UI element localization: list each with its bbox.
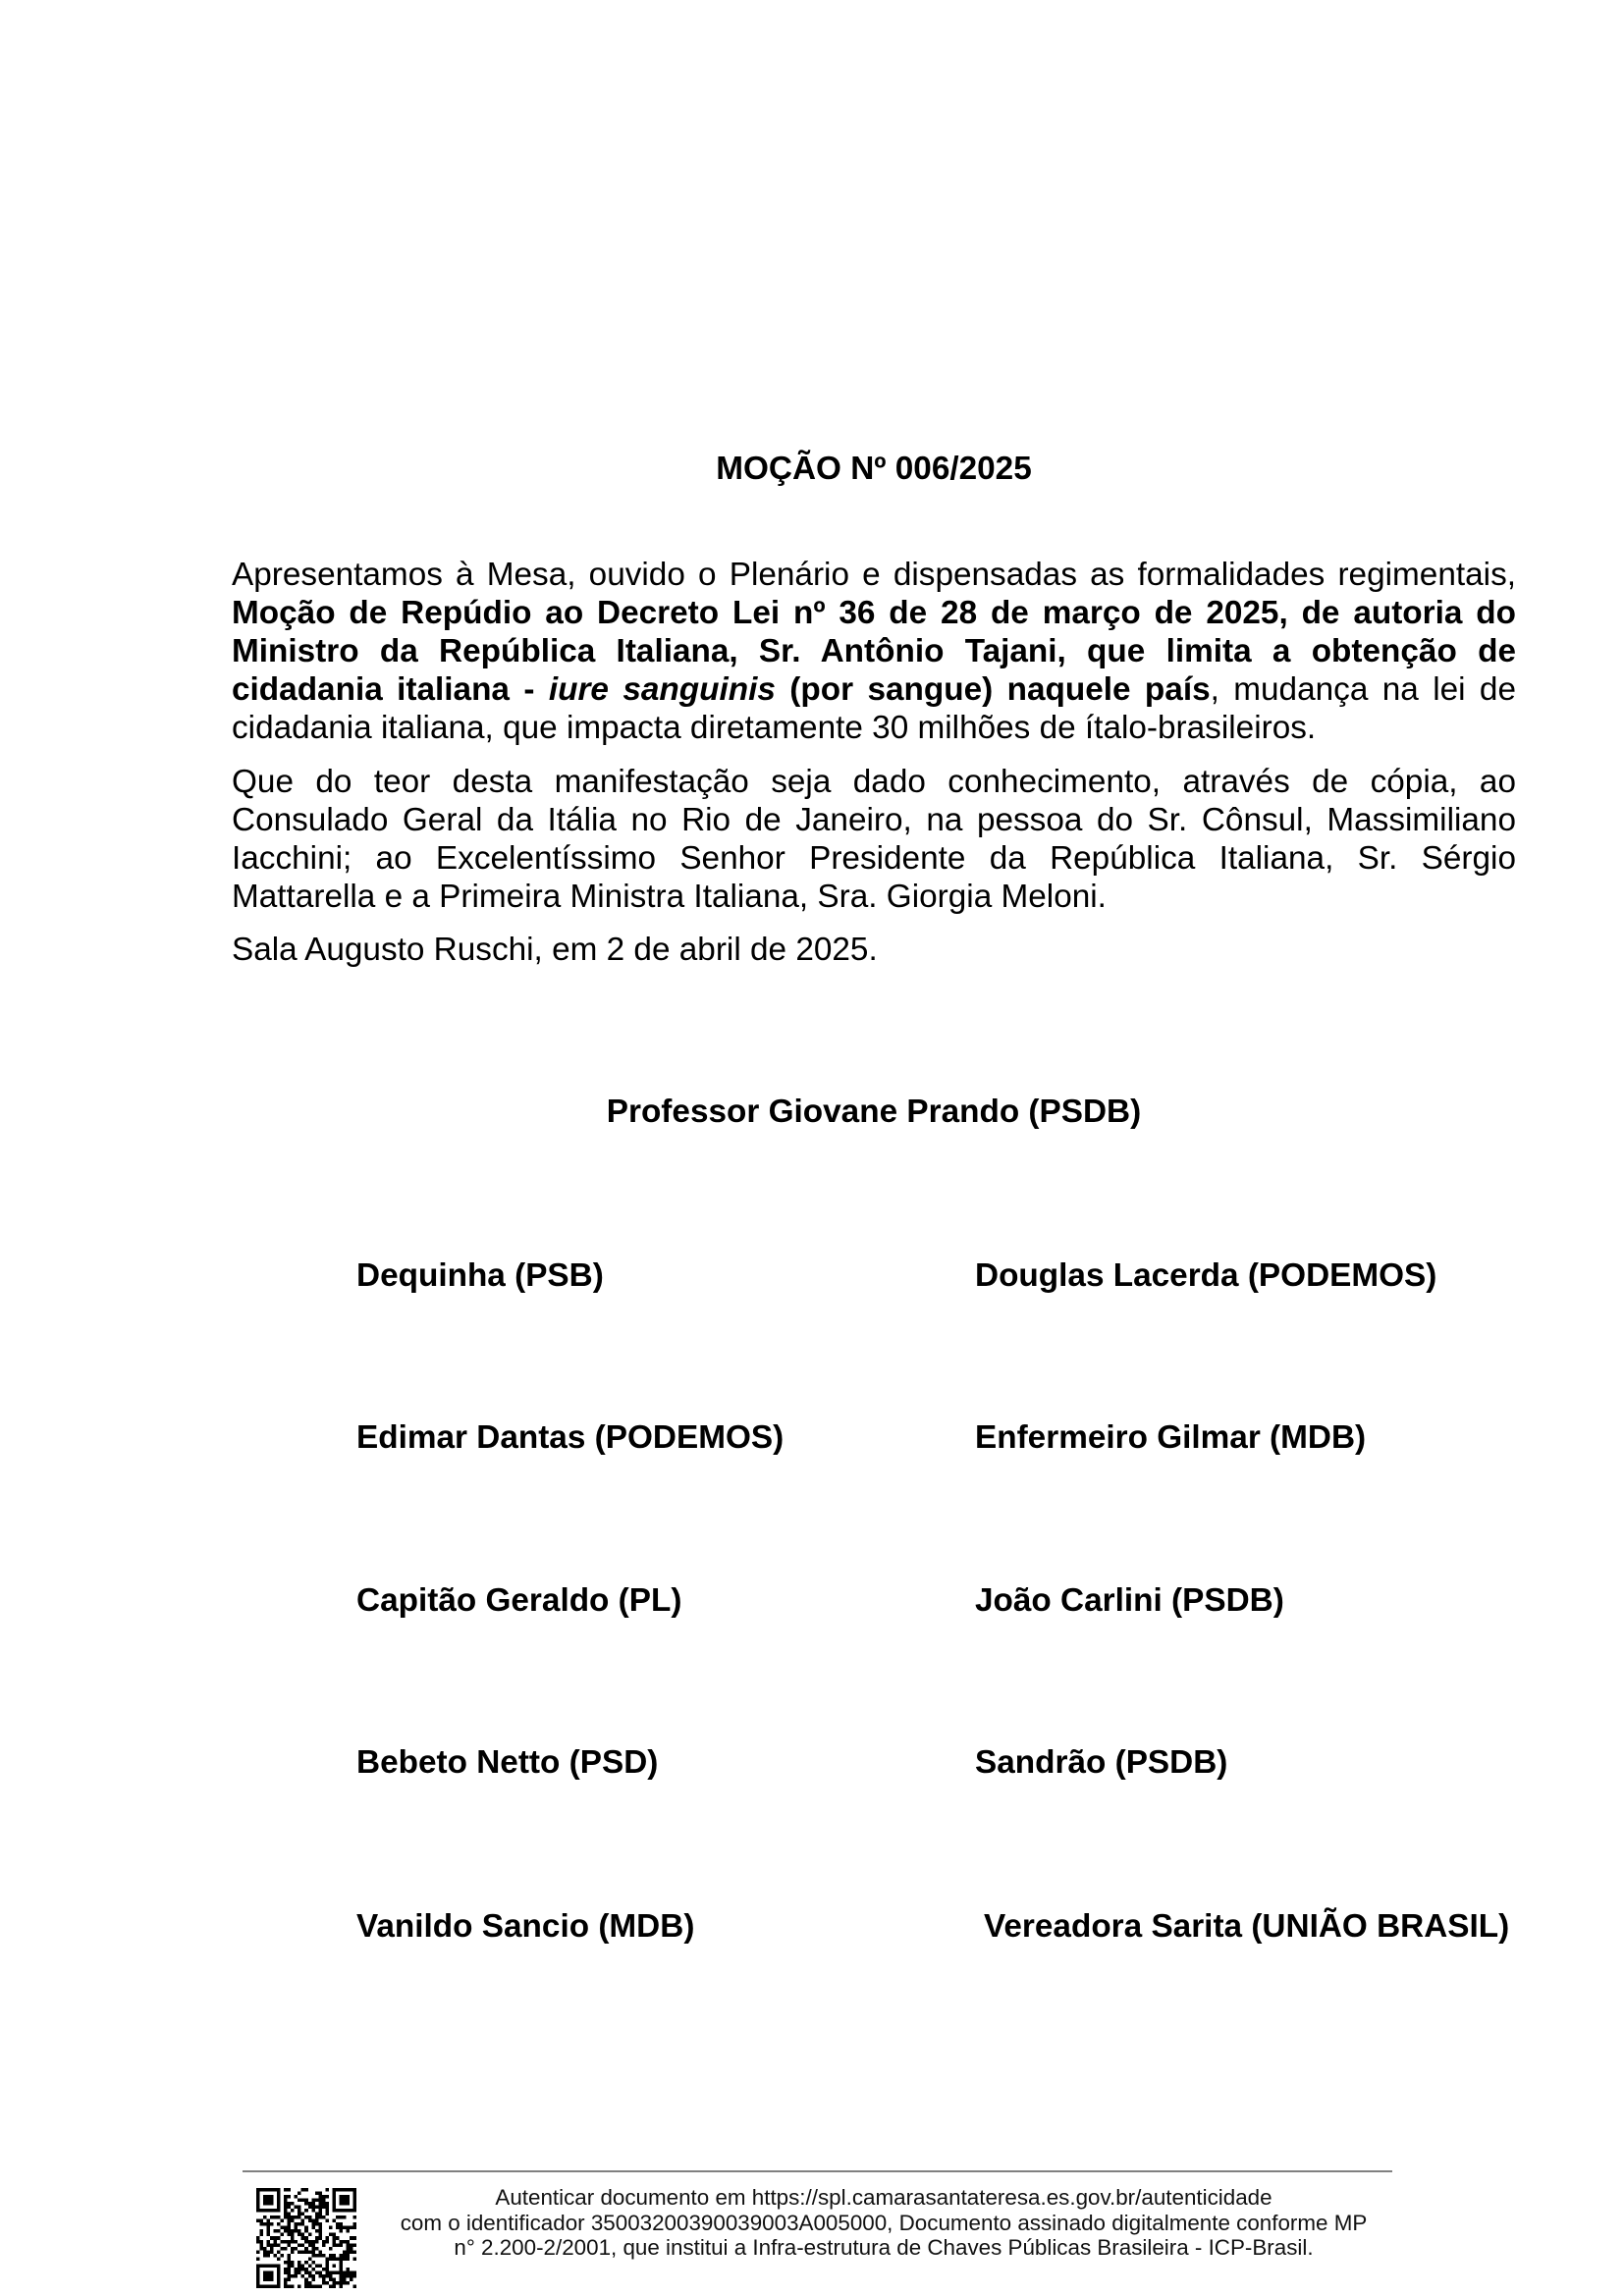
signatory-name: Capitão Geraldo (PL) — [356, 1582, 682, 1619]
motion-place-date: Sala Augusto Ruschi, em 2 de abril de 2025. — [232, 932, 878, 968]
authentication-notice-line: Autenticar documento em https://spl.camarasantateresa.es.gov.br/autenticidade — [495, 2185, 1272, 2210]
paragraph-1-intro: Apresentamos à Mesa, ouvido o Plenário e dispensadas as formalidades regimentais, — [232, 557, 1516, 593]
signatory-name: Bebeto Netto (PSD) — [356, 1744, 659, 1781]
motion-author: Professor Giovane Prando (PSDB) — [606, 1094, 1142, 1130]
authentication-notice-line: n° 2.200-2/2001, que institui a Infra-estrutura de Chaves Públicas Brasileira - ICP-Brasil. — [454, 2235, 1314, 2260]
signatory-name: Sandrão (PSDB) — [975, 1744, 1228, 1781]
signatory-name: João Carlini (PSDB) — [975, 1582, 1284, 1619]
signatory-name: Vereadora Sarita (UNIÃO BRASIL) — [984, 1908, 1510, 1945]
motion-body — [232, 556, 1516, 985]
signatory-name: Dequinha (PSB) — [356, 1257, 604, 1294]
motion-paragraph-1 — [232, 556, 1516, 747]
motion-paragraph-2: Que do teor desta manifestação seja dado conhecimento, através de cópia, ao Consulado Geral da Itália no Rio de Janeiro, na pessoa do Sr. Cônsul, Massimiliano Iacchini; ao Excelentíssimo Senhor Presidente da República Italiana, Sr. Sérgio Mattarella e a Primeira Ministra Italiana, Sra. Giorgia Meloni. — [232, 763, 1516, 915]
signatory-name: Douglas Lacerda (PODEMOS) — [975, 1257, 1437, 1294]
footer-divider — [243, 2170, 1392, 2172]
authentication-notice — [295, 2185, 1473, 2261]
paragraph-1-motion-subject: Moção de Repúdio ao Decreto Lei nº 36 de 28 de março de 2025, de autoria do Ministro da República Italiana, Sr. Antônio Tajani, que limita a obtenção de cidadania italiana - — [232, 595, 1516, 708]
signatory-name: Enfermeiro Gilmar (MDB) — [975, 1419, 1367, 1456]
authentication-notice-line: com o identificador 35003200390039003A005000, Documento assinado digitalmente conforme MP — [400, 2210, 1368, 2235]
paragraph-1-subject-continuation: (por sangue) naquele país — [789, 671, 1211, 708]
motion-title: MOÇÃO Nº 006/2025 — [716, 451, 1032, 487]
paragraph-1-latin-term: iure sanguinis — [548, 671, 776, 708]
paragraph-1-closing: , mudança na lei de cidadania italiana, que impacta diretamente 30 milhões de ítalo-brasileiros. — [232, 671, 1516, 746]
signatory-name: Vanildo Sancio (MDB) — [356, 1908, 695, 1945]
signatory-name: Edimar Dantas (PODEMOS) — [356, 1419, 785, 1456]
